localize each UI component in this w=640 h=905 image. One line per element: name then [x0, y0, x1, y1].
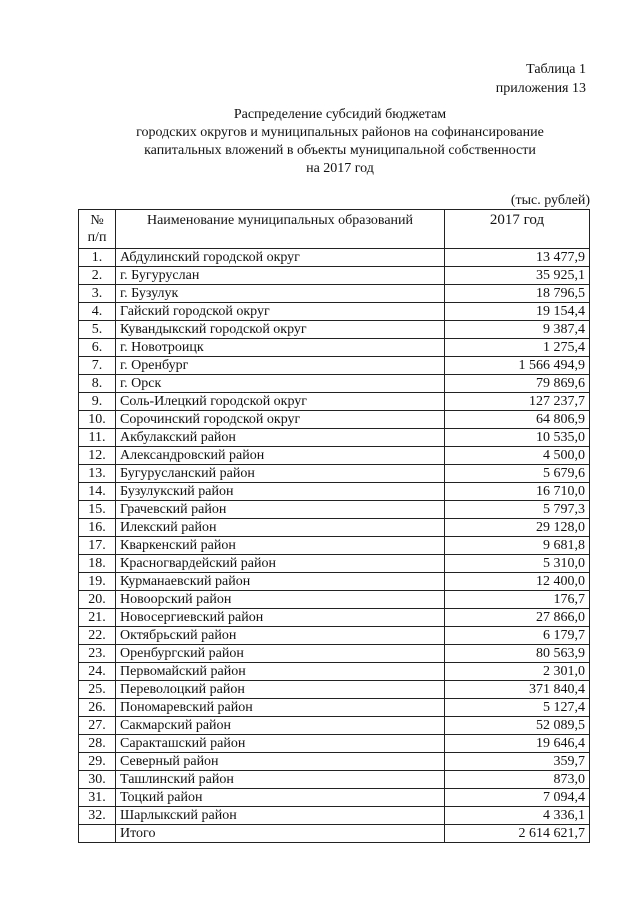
table-header-row	[79, 210, 590, 249]
row-number: 28.	[79, 735, 116, 753]
row-number: 11.	[79, 429, 116, 447]
row-number: 25.	[79, 681, 116, 699]
table-row	[79, 465, 590, 483]
table-row	[79, 285, 590, 303]
row-name: Бузулукский район	[116, 483, 445, 501]
row-number: 21.	[79, 609, 116, 627]
row-number: 26.	[79, 699, 116, 717]
row-value: 6 179,7	[445, 627, 590, 645]
table-row	[79, 429, 590, 447]
table-row	[79, 681, 590, 699]
row-name: Саракташский район	[116, 735, 445, 753]
row-value: 1 275,4	[445, 339, 590, 357]
row-value: 2 301,0	[445, 663, 590, 681]
row-value: 79 869,6	[445, 375, 590, 393]
row-name: Акбулакский район	[116, 429, 445, 447]
row-name: Красногвардейский район	[116, 555, 445, 573]
row-value: 1 566 494,9	[445, 357, 590, 375]
header-year: 2017 год	[445, 210, 590, 249]
row-number: 9.	[79, 393, 116, 411]
row-value: 12 400,0	[445, 573, 590, 591]
row-value: 52 089,5	[445, 717, 590, 735]
table-row	[79, 663, 590, 681]
table-row	[79, 789, 590, 807]
row-name: Переволоцкий район	[116, 681, 445, 699]
row-name: Гайский городской округ	[116, 303, 445, 321]
table-reference	[496, 60, 586, 98]
table-body	[79, 249, 590, 825]
row-number: 5.	[79, 321, 116, 339]
row-number: 24.	[79, 663, 116, 681]
row-number: 3.	[79, 285, 116, 303]
table-row	[79, 537, 590, 555]
header-name: Наименование муниципальных образований	[116, 210, 445, 249]
row-name: Бугурусланский район	[116, 465, 445, 483]
row-number: 17.	[79, 537, 116, 555]
row-value: 5 797,3	[445, 501, 590, 519]
row-number: 15.	[79, 501, 116, 519]
row-name: Курманаевский район	[116, 573, 445, 591]
title-line-1: Распределение субсидий бюджетам	[233, 107, 447, 122]
table-row	[79, 393, 590, 411]
table-row	[79, 753, 590, 771]
row-number: 4.	[79, 303, 116, 321]
row-value: 10 535,0	[445, 429, 590, 447]
row-value: 18 796,5	[445, 285, 590, 303]
row-value: 176,7	[445, 591, 590, 609]
row-value: 5 127,4	[445, 699, 590, 717]
row-name: Пономаревский район	[116, 699, 445, 717]
row-number: 23.	[79, 645, 116, 663]
row-value: 7 094,4	[445, 789, 590, 807]
table-row	[79, 609, 590, 627]
header-number	[79, 210, 116, 249]
document-title	[90, 106, 590, 178]
row-name: Шарлыкский район	[116, 807, 445, 825]
row-name: г. Оренбург	[116, 357, 445, 375]
row-name: Грачевский район	[116, 501, 445, 519]
row-name: Кваркенский район	[116, 537, 445, 555]
title-line-4: на 2017 год	[306, 161, 374, 176]
table-row	[79, 357, 590, 375]
row-value: 5 310,0	[445, 555, 590, 573]
row-value: 16 710,0	[445, 483, 590, 501]
row-value: 9 387,4	[445, 321, 590, 339]
table-row	[79, 771, 590, 789]
total-label: Итого	[116, 825, 445, 843]
row-name: г. Бугуруслан	[116, 267, 445, 285]
row-number: 20.	[79, 591, 116, 609]
table-row	[79, 555, 590, 573]
row-name: Ташлинский район	[116, 771, 445, 789]
row-name: Северный район	[116, 753, 445, 771]
table-row	[79, 411, 590, 429]
row-name: Сорочинский городской округ	[116, 411, 445, 429]
row-value: 19 154,4	[445, 303, 590, 321]
row-name: Илекский район	[116, 519, 445, 537]
total-value: 2 614 621,7	[445, 825, 590, 843]
total-number-cell	[79, 825, 116, 843]
row-number: 30.	[79, 771, 116, 789]
row-name: Александровский район	[116, 447, 445, 465]
table-row	[79, 321, 590, 339]
table-row	[79, 717, 590, 735]
row-number: 19.	[79, 573, 116, 591]
row-name: Первомайский район	[116, 663, 445, 681]
header-number-symbol: №	[90, 213, 104, 228]
row-name: Кувандыкский городской округ	[116, 321, 445, 339]
row-number: 10.	[79, 411, 116, 429]
row-number: 2.	[79, 267, 116, 285]
row-number: 22.	[79, 627, 116, 645]
table-row	[79, 519, 590, 537]
table-row	[79, 573, 590, 591]
row-value: 64 806,9	[445, 411, 590, 429]
row-number: 12.	[79, 447, 116, 465]
table-row	[79, 303, 590, 321]
row-value: 371 840,4	[445, 681, 590, 699]
table-row	[79, 267, 590, 285]
table-row	[79, 249, 590, 267]
title-line-2: городских округов и муниципальных районов на софинансирование	[136, 125, 544, 140]
row-number: 18.	[79, 555, 116, 573]
table-row	[79, 699, 590, 717]
table-row	[79, 375, 590, 393]
row-number: 1.	[79, 249, 116, 267]
row-number: 13.	[79, 465, 116, 483]
row-value: 13 477,9	[445, 249, 590, 267]
table-row	[79, 735, 590, 753]
row-value: 35 925,1	[445, 267, 590, 285]
row-name: Новоорский район	[116, 591, 445, 609]
total-row	[79, 825, 590, 843]
row-value: 127 237,7	[445, 393, 590, 411]
row-name: Соль-Илецкий городской округ	[116, 393, 445, 411]
row-number: 31.	[79, 789, 116, 807]
row-value: 9 681,8	[445, 537, 590, 555]
subsidy-table	[78, 209, 590, 843]
table-row	[79, 645, 590, 663]
row-value: 27 866,0	[445, 609, 590, 627]
row-name: Новосергиевский район	[116, 609, 445, 627]
row-value: 19 646,4	[445, 735, 590, 753]
row-number: 27.	[79, 717, 116, 735]
row-number: 29.	[79, 753, 116, 771]
row-name: Октябрьский район	[116, 627, 445, 645]
row-name: Сакмарский район	[116, 717, 445, 735]
table-row	[79, 339, 590, 357]
row-number: 8.	[79, 375, 116, 393]
unit-label: (тыс. рублей)	[510, 193, 590, 208]
row-name: г. Бузулук	[116, 285, 445, 303]
row-value: 4 336,1	[445, 807, 590, 825]
row-value: 29 128,0	[445, 519, 590, 537]
table-row	[79, 807, 590, 825]
row-number: 32.	[79, 807, 116, 825]
row-name: г. Орск	[116, 375, 445, 393]
row-number: 6.	[79, 339, 116, 357]
row-value: 359,7	[445, 753, 590, 771]
table-row	[79, 627, 590, 645]
table-row	[79, 483, 590, 501]
table-row	[79, 501, 590, 519]
table-number: Таблица 1	[526, 62, 586, 77]
row-name: Оренбургский район	[116, 645, 445, 663]
row-value: 80 563,9	[445, 645, 590, 663]
table-row	[79, 447, 590, 465]
appendix-number: приложения 13	[495, 81, 586, 96]
row-name: г. Новотроицк	[116, 339, 445, 357]
row-value: 873,0	[445, 771, 590, 789]
row-value: 4 500,0	[445, 447, 590, 465]
table-row	[79, 591, 590, 609]
row-number: 7.	[79, 357, 116, 375]
row-value: 5 679,6	[445, 465, 590, 483]
row-name: Абдулинский городской округ	[116, 249, 445, 267]
row-number: 14.	[79, 483, 116, 501]
header-number-abbr: п/п	[87, 230, 107, 245]
title-line-3: капитальных вложений в объекты муниципальной собственности	[144, 143, 536, 158]
row-number: 16.	[79, 519, 116, 537]
row-name: Тоцкий район	[116, 789, 445, 807]
